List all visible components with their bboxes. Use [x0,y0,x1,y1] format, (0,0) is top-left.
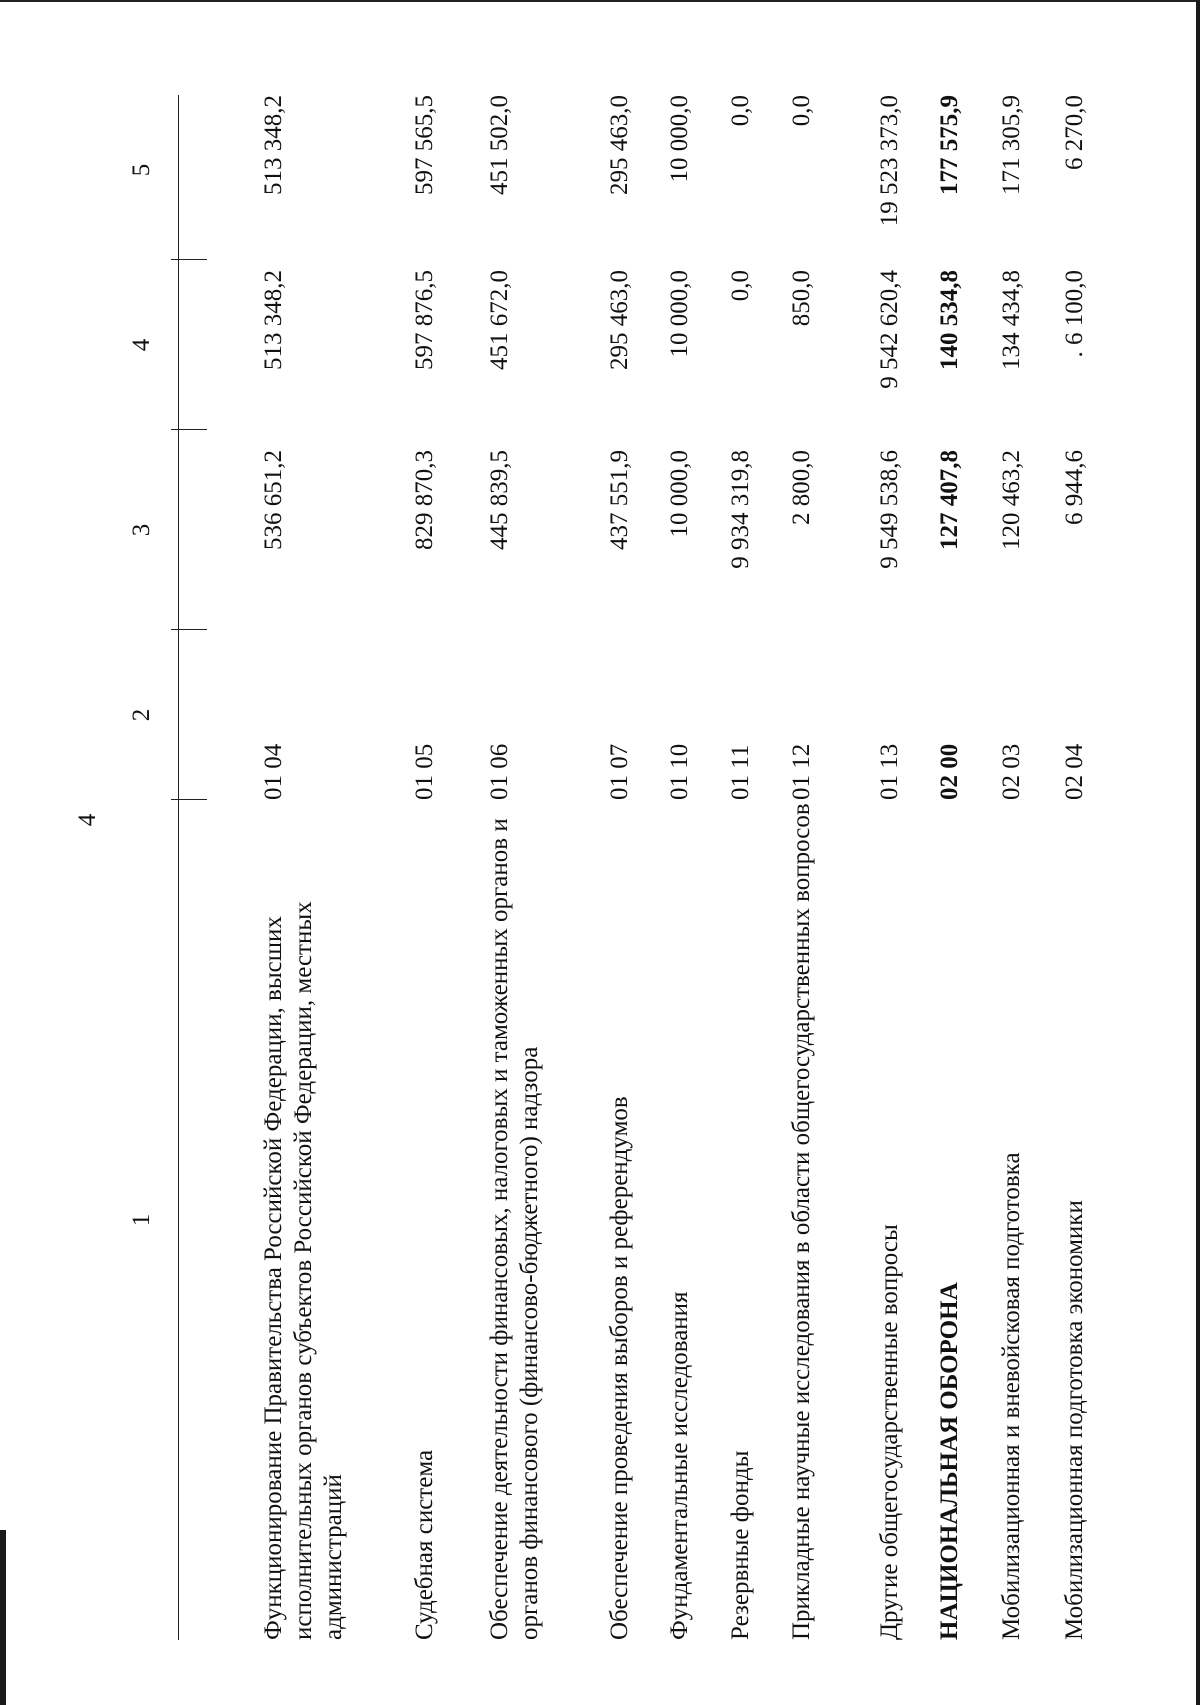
row-name: Прикладные научные исследования в области общегосударственных вопросов [788,803,815,1640]
row-value-col3: 2 800,0 [788,450,815,525]
row-value-col5: 10 000,0 [666,95,693,183]
row-code: 02 03 [998,743,1025,800]
row-name: Резервные фонды [727,1450,754,1640]
column-header-5: 5 [128,163,155,177]
row-value-col4: 140 534,8 [936,270,963,370]
row-name: Мобилизационная подготовка экономики [1061,1200,1088,1640]
row-code: 01 05 [411,743,438,800]
row-value-col5: 0,0 [788,95,815,127]
row-code: 01 12 [788,743,815,800]
row-value-col5: 597 565,5 [411,95,438,195]
column-divider [171,629,207,630]
scan-edge-top [0,0,1200,2]
header-bottom-rule [178,95,179,1640]
row-value-col3: 829 870,3 [411,450,438,550]
row-code: 01 04 [260,743,287,800]
column-header-3: 3 [128,523,155,537]
row-value-col3: 10 000,0 [666,450,693,538]
row-value-col4: 9 542 620,4 [876,270,903,389]
row-value-col3: 536 651,2 [260,450,287,550]
column-divider [171,259,207,260]
row-value-col5: 19 523 373,0 [876,95,903,227]
rotated-document-page [75,80,1120,1640]
row-code: 01 11 [727,744,754,800]
scan-edge-right [1196,0,1200,1705]
row-value-col4: 295 463,0 [606,270,633,370]
row-value-col3: 445 839,5 [486,450,513,550]
row-name: Обеспечение деятельности финансовых, налоговых и таможенных органов и органов финансового (финансово-бюджетного) надзора [486,818,543,1640]
column-header-2: 2 [128,708,155,722]
row-value-col4: 134 434,8 [998,270,1025,370]
row-value-col4: 597 876,5 [411,270,438,370]
row-value-col5: 513 348,2 [260,95,287,195]
row-name: Обеспечение проведения выборов и референдумов [606,1096,633,1640]
row-name: Фундаментальные исследования [666,1291,693,1640]
row-name: Другие общегосударственные вопросы [876,1224,903,1640]
row-code: 01 13 [876,743,903,800]
row-name: Судебная система [411,1449,438,1640]
column-divider [171,799,207,800]
row-value-col5: 295 463,0 [606,95,633,195]
row-value-col5: 177 575,9 [936,95,963,195]
row-code: 01 10 [666,743,693,800]
row-value-col4: 0,0 [727,270,754,302]
row-value-col5: 0,0 [727,95,754,127]
row-name: Функционирование Правительства Российской Федерации, высших исполнительных органов субъектов Российской Федерации, местных администраций [260,901,347,1640]
row-value-col3: 437 551,9 [606,450,633,550]
row-code: 02 00 [936,743,963,800]
row-value-col4: 451 672,0 [486,270,513,370]
row-value-col4: 10 000,0 [666,270,693,358]
row-value-col5: 6 270,0 [1061,95,1088,170]
row-value-col3: 127 407,8 [936,450,963,550]
page-number: 4 [74,813,101,827]
column-header-4: 4 [128,338,155,352]
column-header-1: 1 [128,1213,155,1227]
row-name: Мобилизационная и вневойсковая подготовка [998,1152,1025,1640]
row-value-col5: 451 502,0 [486,95,513,195]
column-divider [171,429,207,430]
row-value-col3: 9 934 319,8 [727,450,754,569]
row-value-col4: 513 348,2 [260,270,287,370]
row-value-col3: 120 463,2 [998,450,1025,550]
row-code: 02 04 [1061,743,1088,800]
row-value-col3: 6 944,6 [1061,450,1088,525]
row-name: НАЦИОНАЛЬНАЯ ОБОРОНА [936,1282,963,1640]
row-code: 01 06 [486,743,513,800]
scan-edge-left [0,1530,6,1705]
row-value-col5: 171 305,9 [998,95,1025,195]
row-value-col4: . 6 100,0 [1061,270,1088,358]
row-value-col3: 9 549 538,6 [876,450,903,569]
row-code: 01 07 [606,743,633,800]
row-value-col4: 850,0 [788,270,815,327]
